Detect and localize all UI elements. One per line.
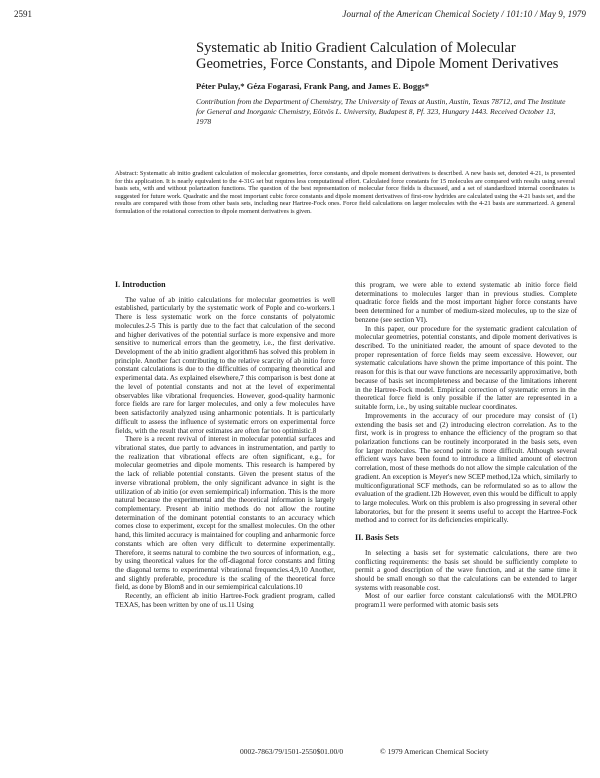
paragraph: There is a recent revival of interest in molecular potential surfaces and vibrational states, due partly to advances in instrumentation, and partly to the realization that vibrational effects are often significant, e.g., for molecular geometries and dipole moments. This research is hampered by the lack of reliable potential constants. Given the present status of the inverse vibrational problem, the only significant advance in sight is the utilization of ab initio (or even semiempirical) information. This is the more natural because the experimental and the theoretical information is largely complementary. Present ab initio methods do not allow the routine determination of the dominant potential constants to an accuracy which comes close to experiment, except for the smallest molecules. On the other hand, this limited accuracy is maintained for coupling and anharmonic force constants which are often very difficult to determine experimentally. Therefore, it seems natural to combine the two sources of information, e.g., by using theoretical values for the off-diagonal force constants and fitting the diagonal terms to experimental vibrational frequencies.4,9,10 Another, and slightly preferable, procedure is the scaling of the theoretical force field, as done by Blom8 and in our semiempirical calculations.10: [115, 435, 335, 592]
paragraph: Most of our earlier force constant calculations6 with the MOLPRO program11 were performed with atomic basis sets: [355, 592, 577, 610]
section-heading-basis-sets: II. Basis Sets: [355, 533, 399, 543]
paragraph: In selecting a basis set for systematic calculations, there are two conflicting requirements: the basis set should be sufficiently complete to permit a good description of the wave function, and at the same time it should be small enough so that the calculations can be extended to larger systems with reasonable cost.: [355, 548, 577, 592]
paragraph: Recently, an efficient ab initio Hartree-Fock gradient program, called TEXAS, has been written by one of us.11 Using: [115, 592, 335, 609]
paragraph: Improvements in the accuracy of our procedure may consist of (1) extending the basis set and (2) introducing electron correlation. As to the first, work is in progress to enhance the efficiency of the program so that polarization functions can be routinely incorporated in the basis sets, even for larger molecules. The second point is more difficult. Although several efficient ways have been found to introduce a limited amount of electron correlation, most of these methods do not allow the simple calculation of the gradient. An exception is Meyer's new SCEP method,12a which, similarly to multiconfigurational SCF methods, can be reformulated so as to allow the evaluation of the gradient.12b However, even this would be difficult to apply to large molecules. Work on this problem is also progressing in several other laboratories, but for the present it seems useful to accept the Hartree-Fock method and to correct for its deficiencies empirically.: [355, 411, 577, 525]
left-column: [115, 281, 335, 610]
page-number: 2591: [14, 9, 32, 19]
author-list: Péter Pulay,* Géza Fogarasi, Frank Pang, and James E. Boggs*: [196, 81, 430, 91]
paragraph: The value of ab initio calculations for molecular geometries is well established, particularly by the systematic work of Pople and co-workers.1 There is less systematic work on the force constants of polyatomic molecules.2-5 This is partly due to the fact that calculation of the second and higher derivatives of the potential surface is more expensive and more sensitive to numerical errors than the geometry, i.e., the first derivative. Development of the ab initio gradient algorithm6 has solved this problem in principle. Another fact contributing to the relative scarcity of ab initio force constant calculations is due to the difficulties of comparing theoretical and experimental data. As explained elsewhere,7 this comparison is best done at the level of potential constants and not at the level of experimental observables like vibrational frequencies. However, good-quality harmonic force fields are rare for larger molecules, and only a few molecules have been satisfactorily analyzed using anharmonic potentials. It is particularly difficult to assess the influence of systematic errors on experimental force fields, with the result that error estimates are often far too optimistic.8: [115, 295, 335, 435]
journal-header: Journal of the American Chemical Society / 101:10 / May 9, 1979: [342, 9, 586, 19]
abstract: Abstract: Systematic ab initio gradient calculation of molecular geometries, force constants, and dipole moment derivatives is described. A new basis set, denoted 4-21, is presented for this application. It is nearly equivalent to the 4-31G set but requires less computational effort. Calculated force constants for 15 molecules are compared with results using several basis sets, with and without polarization functions. The question of the best representation of molecular force fields is discussed, and a set of standardized internal coordinates is suggested for future work. Quadratic and the most important cubic force constants and dipole moment derivatives of first-row hydrides are calculated using the 4-21 basis set, and the results are compared with those from other basis sets, including near Hartree-Fock ones. Force field calculations on larger molecules with the 4-21 basis are summarized. A general formulation of the rotational correction to dipole moment derivatives is given.: [115, 170, 575, 215]
title-block: [196, 40, 576, 127]
copyright-notice: © 1979 American Chemical Society: [380, 747, 489, 756]
paragraph: In this paper, our procedure for the systematic gradient calculation of molecular geometries, potential constants, and dipole moment derivatives is described. To the uninitiated reader, the amount of space devoted to the proper representation of force fields may seem excessive. However, our systematic calculations have shown the prime importance of this point. The reason for this is that our wave functions are necessarily approximative, both because of basis set incompleteness and because of the limitations inherent in the Hartree-Fock model. Empirical correction of systematic errors in the theoretical force field is only possible if the latter are represented in a suitable form, i.e., by using suitable nuclear coordinates.: [355, 324, 577, 412]
article-code: 0002-7863/79/1501-2550$01.00/0: [240, 747, 344, 756]
article-title: Systematic ab Initio Gradient Calculation of Molecular Geometries, Force Constants, and Dipole Moment Derivatives: [196, 40, 559, 72]
section-heading-introduction: I. Introduction: [115, 280, 166, 289]
paragraph: this program, we were able to extend systematic ab initio force field determinations to molecules larger than in previous studies. Complete quadratic force fields and the most important higher force constants have been determined for a number of medium-sized molecules, up to the size of benzene (see section VI).: [355, 281, 577, 324]
right-column: [355, 281, 577, 610]
affiliation: Contribution from the Department of Chemistry, The University of Texas at Austin, Austin, Texas 78712, and The Institute for General and Inorganic Chemistry, Eötvös L. University, Budapest 8, Pf. 323, Hungary 1443. Received October 13, 1978: [196, 97, 566, 126]
